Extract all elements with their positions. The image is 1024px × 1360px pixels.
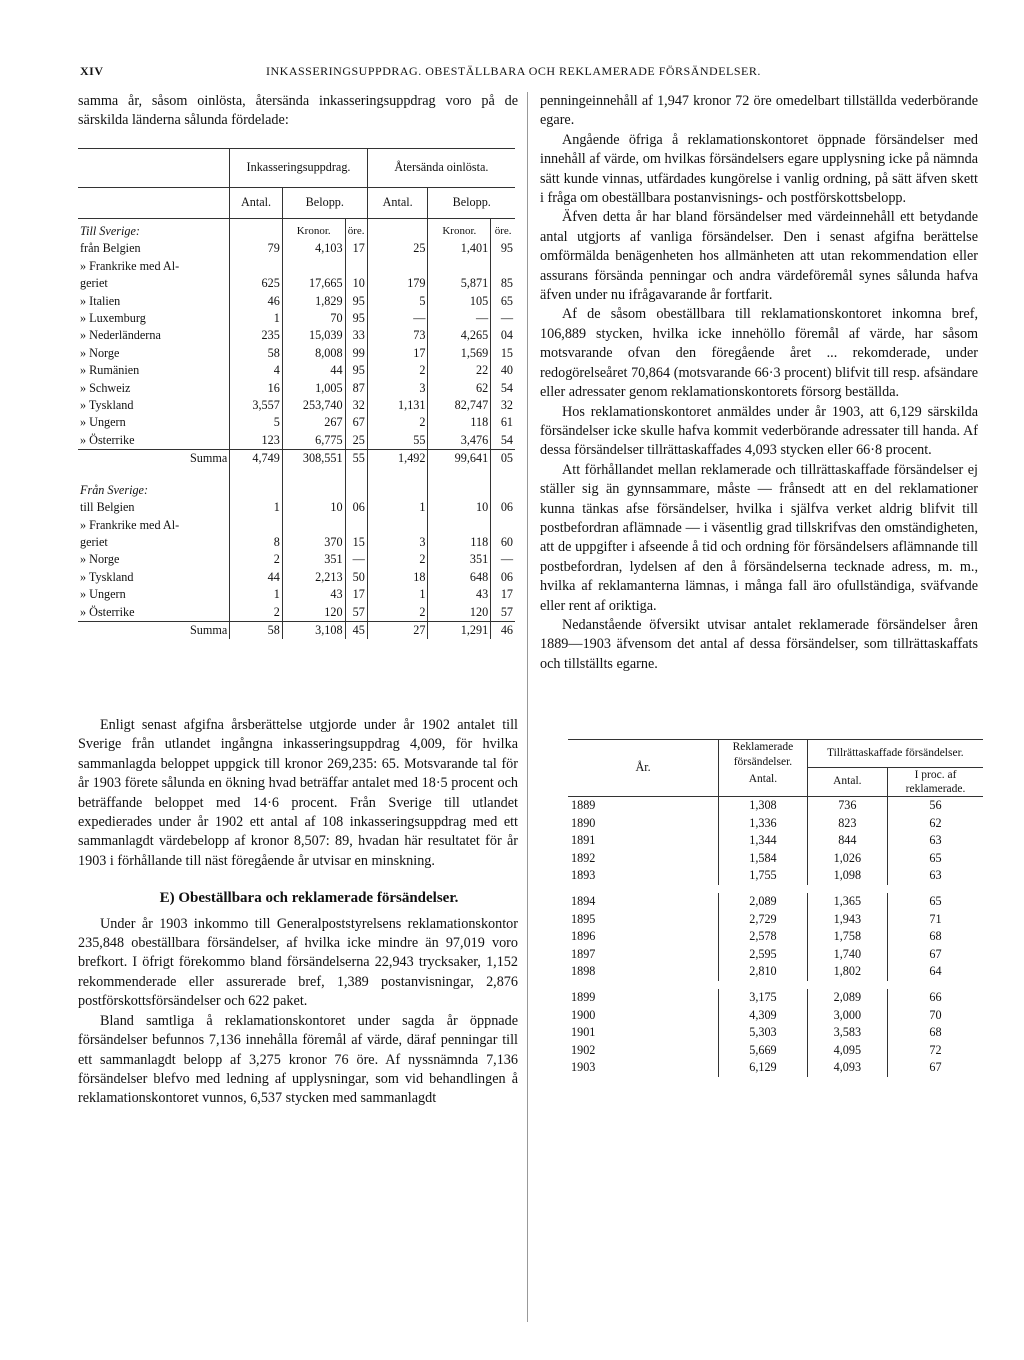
cell-reklamerade: 6,129 [719,1059,807,1077]
cell-c6 [491,517,515,534]
running-header [80,64,950,84]
row-label: » Tyskland [80,398,134,413]
row-label: geriet [80,534,108,549]
cell-c6: 54 [491,432,515,450]
table-row [78,551,515,568]
cell-reklamerade: 5,303 [719,1024,807,1042]
cell-c5: 4,265 [428,327,491,344]
cell-reklamerade: 2,729 [719,911,807,929]
cell-c6: 17 [491,586,515,603]
sum-row [78,450,515,468]
row-year: 1903 [571,1060,596,1075]
paragraph-afven: Äfven detta år har bland försändelser med värdeinnehåll ett betydande antal utgjorts af vanliga försändelser. Den i senast afgifna berättelse omförmälda benägenheten hos allmänheten att utan rekommendation eller assurans försända penningar och andra värdeföremål synes sålunda hafva äfven under nu ifrågavarande år fortfarit. [540,209,978,304]
paragraph-nedanstaende: Nedanstående öfversikt utvisar antalet reklamerade försändelser åren 1889—1903 äfvensom det antal af dessa försändelser, som tillrättaskaffats och tillställts egarne. [540,616,978,672]
table-row [568,911,983,929]
cell-proc: 65 [888,850,983,868]
cell-c1 [230,258,283,275]
cell-c6: 15 [491,345,515,362]
cell-c4: 2 [367,551,428,568]
cell-c6: 54 [491,380,515,397]
cell-c1: 58 [230,345,283,362]
cell-c4: 1 [367,499,428,516]
cell-antal: 1,740 [807,946,887,964]
row-label: » Norge [80,345,120,360]
table-row [568,1059,983,1077]
table-row [78,258,515,275]
cell-c2: 6,775 [282,432,345,450]
cell-c1: 1 [230,586,283,603]
cell-c3: 32 [345,397,367,414]
table-row [78,380,515,397]
cell-c2: 44 [282,362,345,379]
row-label: » Frankrike med Al- [80,517,180,532]
cell-c1: 58 [230,621,283,639]
cell-reklamerade: 2,089 [719,889,807,911]
cell-c5: 120 [428,604,491,622]
cell-c1: 1 [230,499,283,516]
cell-c6: 46 [491,621,515,639]
cell-c3 [345,517,367,534]
cell-reklamerade: 1,336 [719,815,807,833]
row-label: » Norge [80,552,120,567]
section-till-sverige-sum [78,450,515,468]
table-row [568,1024,983,1042]
table-row [568,889,983,911]
running-title: INKASSERINGSUPPDRAG. OBESTÄLLBARA OCH REKLAMERADE FÖRSÄNDELSER. [266,64,761,78]
cell-c4: 1 [367,586,428,603]
cell-c4: 2 [367,604,428,622]
section-fran-sverige: Från Sverige: [80,482,149,497]
collection-orders-table [78,148,515,639]
cell-c5: 105 [428,293,491,310]
row-label: från Belgien [80,241,141,256]
cell-c5 [428,258,491,275]
cell-c3: 17 [345,240,367,257]
cell-reklamerade: 2,578 [719,928,807,946]
cell-c1: 1 [230,310,283,327]
cell-c5: 648 [428,569,491,586]
table-row [568,946,983,964]
row-label: » Schweiz [80,380,131,395]
cell-c4: 18 [367,569,428,586]
cell-c5: 10 [428,499,491,516]
cell-c5: 1,401 [428,240,491,257]
cell-c4: 25 [367,240,428,257]
cell-c2: 17,665 [282,275,345,292]
cell-c1: 46 [230,293,283,310]
cell-reklamerade: 5,669 [719,1042,807,1060]
unit-ore-2: öre. [491,219,515,241]
cell-c6: 65 [491,293,515,310]
cell-c6: 61 [491,414,515,431]
table-row [568,797,983,815]
cell-proc: 71 [888,911,983,929]
cell-proc: 67 [888,946,983,964]
cell-c6 [491,258,515,275]
row-label: geriet [80,276,108,291]
header-reklamerade: Reklamerade försändelser. [719,740,807,771]
section-fran-sverige-rows [78,499,515,621]
table-row [78,534,515,551]
left-lower-text [78,716,518,1109]
cell-c3: 99 [345,345,367,362]
cell-c3: 95 [345,293,367,310]
row-year: 1890 [571,815,596,830]
cell-c3: 95 [345,310,367,327]
cell-c2 [282,258,345,275]
cell-c2: 8,008 [282,345,345,362]
cell-c3 [345,258,367,275]
cell-c4: — [367,310,428,327]
row-year: 1897 [571,946,596,961]
paragraph-under-ar: Under år 1903 inkommo till Generalpoststyrelsens reklamationskontor 235,848 obeställbara försändelser, af hvilka icke mindre än 97,019 voro brefkort. I öfrigt förekommo bland försändelserna 22,943 trycksaker, 1,152 rekommenderade eller assurerade bref, 1,389 postanvisningar, 2,876 postförskottsförsändelser och 622 paket. [78,915,518,1010]
table-row [78,499,515,516]
cell-c3: — [345,551,367,568]
cell-c3: 15 [345,534,367,551]
paragraph-angaende: Angående öfriga å reklamationskontoret öppnade försändelser med innehåll af värde, om hvilkas försändelsers egare upplysning icke på nämnda sätt kunde vinnas, utfärdades kungörelse i vanlig ordning, på sätt äfven skett i fråga om obeställbara postanvisnings- och postförskottsbelopp. [540,131,978,207]
cell-c5: 1,291 [428,621,491,639]
cell-c4: 1,131 [367,397,428,414]
table-row [568,1042,983,1060]
cell-c5: 3,476 [428,432,491,450]
cell-proc: 64 [888,963,983,985]
cell-antal: 844 [807,832,887,850]
cell-c1: 2 [230,551,283,568]
row-year: 1896 [571,929,596,944]
row-label: » Tyskland [80,569,134,584]
row-label: » Österrike [80,604,135,619]
cell-c4: 5 [367,293,428,310]
row-label: » Frankrike med Al- [80,258,180,273]
cell-antal: 2,089 [807,985,887,1007]
cell-c1: 44 [230,569,283,586]
paragraph-bland: Bland samtliga å reklamationskontoret under sagda år öppnade försändelser befunnos 7,136 innehålla föremål af värde, däraf penningar till ett sammanlagdt belopp af 3,275 kronor 76 öre. Af nyssnämnda 7,136 försändelser blefvo med ledning af upplysningar, som vid behandlingen å reklamationskontoret vunnos, 6,537 stycken med sammanlagdt [78,1012,518,1107]
cell-c6: 05 [491,450,515,468]
cell-c2: 43 [282,586,345,603]
cell-c5: — [428,310,491,327]
table-row [568,928,983,946]
cell-c3: 06 [345,499,367,516]
cell-c6: — [491,310,515,327]
cell-c4 [367,517,428,534]
table-row [78,397,515,414]
cell-c2: 2,213 [282,569,345,586]
table-row [568,815,983,833]
section-till-sverige: Till Sverige: [80,224,140,238]
cell-c1 [230,517,283,534]
cell-antal: 4,095 [807,1042,887,1060]
cell-reklamerade: 3,175 [719,985,807,1007]
section-till-sverige-rows [78,240,515,449]
cell-antal: 736 [807,797,887,815]
row-year: 1892 [571,850,596,865]
cell-c3: 33 [345,327,367,344]
cell-c4: 3 [367,534,428,551]
cell-c5: 43 [428,586,491,603]
cell-c5: 82,747 [428,397,491,414]
row-year: 1891 [571,833,596,848]
row-year: 1894 [571,893,596,908]
paragraph-hos: Hos reklamationskontoret anmäldes under år 1903, att 6,129 särskilda försändelser icke skulle hafva kommit vederbörande adressater till handa. Af dessa försändelser tillrättaskaffades 4,093 stycken eller 66·8 procent. [540,403,978,459]
cell-c6: 40 [491,362,515,379]
cell-c2: 10 [282,499,345,516]
cell-reklamerade: 1,584 [719,850,807,868]
cell-c2: 351 [282,551,345,568]
cell-c2: 4,103 [282,240,345,257]
cell-c3: 57 [345,604,367,622]
paragraph-penninge: penningeinnehåll af 1,947 kronor 72 öre omedelbart tillställda vederbörande egare. [540,93,978,129]
header-tillrattaskaffade: Tillrättaskaffade försändelser. [807,740,983,768]
cell-c2: 1,005 [282,380,345,397]
header-antal-rek: Antal. [719,770,807,796]
column-divider [527,92,528,1322]
cell-reklamerade: 1,755 [719,867,807,889]
cell-c1: 3,557 [230,397,283,414]
cell-proc: 68 [888,1024,983,1042]
cell-c5: 351 [428,551,491,568]
table-row [78,345,515,362]
cell-c1: 235 [230,327,283,344]
cell-c1: 4 [230,362,283,379]
cell-c6: 85 [491,275,515,292]
cell-c4: 2 [367,414,428,431]
cell-reklamerade: 1,308 [719,797,807,815]
cell-c1: 625 [230,275,283,292]
cell-antal: 3,583 [807,1024,887,1042]
cell-c2: 120 [282,604,345,622]
cell-reklamerade: 2,810 [719,963,807,985]
cell-c1: 4,749 [230,450,283,468]
cell-c3: 17 [345,586,367,603]
cell-antal: 1,026 [807,850,887,868]
cell-c1: 123 [230,432,283,450]
header-inkasseringsuppdrag: Inkasseringsuppdrag. [230,149,368,188]
row-year: 1898 [571,964,596,979]
cell-c2: 253,740 [282,397,345,414]
row-year: 1902 [571,1042,596,1057]
reclaimed-rows [568,797,983,1077]
table-row [78,240,515,257]
cell-proc: 63 [888,867,983,889]
cell-proc: 67 [888,1059,983,1077]
table-row [568,832,983,850]
row-label: till Belgien [80,500,135,515]
table-row [568,850,983,868]
cell-c4: 55 [367,432,428,450]
header-atersanda: Återsända oinlösta. [367,149,515,188]
cell-c2 [282,517,345,534]
table-row [78,414,515,431]
cell-c6: 95 [491,240,515,257]
cell-c3: 87 [345,380,367,397]
cell-c5 [428,517,491,534]
cell-c4: 2 [367,362,428,379]
header-antal-till: Antal. [807,768,887,797]
paragraph-enligt: Enligt senast afgifna årsberättelse utgjorde under år 1902 antalet till Sverige från utlandet ingångna inkasseringsuppdrag 4,009, för hvilka sammanlagda beloppet uppgick till kronor 269,235: 65. Motsvarande tal för år 1903 förete sålunda en ökning hvad beträffar antalet med 18·5 procent och beträffande beloppet med 14·6 procent. Från Sverige till utlandet expedierades under år 1902 ett antal af 108 inkasseringsuppdrag med ett sammanlagdt värdebelopp af kronor 8,507: 89, hvadan här resultatet för år 1903 i förhållande till näst föregående år utvisar en minskning. [78,717,518,869]
header-belopp-1: Belopp. [282,188,367,219]
paragraph-att: Att förhållandet mellan reklamerade och tillrättaskaffade försändelser ej ställer sig än gynnsammare, måste — frånsedt att en del reklamationer kunna tänkas afse försändelser, hvilka i själfva verket aldrig blifvit till postbefordran aflämnade — i väsentlig grad tillskrifvas den omständigheten, att de uppgifter i afseende å tid och ordning för försändelsers aflämnande till postbefordran, lydelsen af den å försändelserna tecknade adress, m. m., hvilka af reklamanterna lämnas, i många fall äro ofullständiga, sväfvande eller rent af oriktiga. [540,461,978,614]
row-year: 1901 [571,1025,596,1040]
unit-ore-1: öre. [345,219,367,241]
cell-c4: 3 [367,380,428,397]
unit-kronor-2: Kronor. [428,219,491,241]
paragraph-af-de: Af de såsom obeställbara till reklamationskontoret inkomna bref, 106,889 stycken, hvilka icke innehöllo föremål af värde, har såsom motsvarande ofvan den föregående året ... rekomderade, under redogörelseåret 70,864 (motsvarande 66·3 procent) blifvit till resp. afsändare eller adressater genom reklamationskontorets försorg beställda. [540,306,978,401]
row-year: 1889 [571,798,596,812]
row-label: » Österrike [80,432,135,447]
cell-c1: 5 [230,414,283,431]
table-row [568,963,983,985]
cell-proc: 62 [888,815,983,833]
table-row [78,604,515,622]
cell-c6: — [491,551,515,568]
cell-c4 [367,258,428,275]
cell-c2: 267 [282,414,345,431]
row-year: 1893 [571,868,596,883]
cell-c1: 2 [230,604,283,622]
cell-antal: 3,000 [807,1007,887,1025]
table-row [78,293,515,310]
table-row [568,1007,983,1025]
cell-c1: 8 [230,534,283,551]
row-year: 1900 [571,1007,596,1022]
row-year: 1895 [571,911,596,926]
cell-c6: 06 [491,499,515,516]
cell-antal: 1,943 [807,911,887,929]
cell-antal: 823 [807,815,887,833]
header-antal-2: Antal. [367,188,428,219]
cell-c2: 70 [282,310,345,327]
sum-row [78,621,515,639]
cell-c2: 370 [282,534,345,551]
cell-c5: 118 [428,534,491,551]
cell-c6: 06 [491,569,515,586]
unit-kronor-1: Kronor. [282,219,345,241]
cell-c5: 62 [428,380,491,397]
table-row [568,985,983,1007]
cell-reklamerade: 1,344 [719,832,807,850]
row-label: Summa [189,451,228,466]
table-row [78,362,515,379]
table-row [78,310,515,327]
cell-c4: 17 [367,345,428,362]
table-row [568,867,983,889]
header-antal-1: Antal. [230,188,283,219]
cell-proc: 65 [888,889,983,911]
cell-c3: 55 [345,450,367,468]
row-label: » Ungern [80,415,126,430]
row-label: Summa [189,622,228,637]
row-year: 1899 [571,989,596,1004]
cell-c3: 50 [345,569,367,586]
row-label: » Nederländerna [80,328,161,343]
cell-c3: 45 [345,621,367,639]
cell-antal: 1,802 [807,963,887,985]
cell-proc: 56 [888,797,983,815]
table-row [78,586,515,603]
cell-reklamerade: 2,595 [719,946,807,964]
intro-paragraph: samma år, såsom oinlösta, återsända inkasseringsuppdrag voro på de särskilda länderna sålunda fördelade: [78,93,518,129]
section-heading-e: E) Obeställbara och reklamerade försändelser. [159,890,459,907]
cell-c6: 32 [491,397,515,414]
cell-c3: 10 [345,275,367,292]
cell-c5: 118 [428,414,491,431]
row-label: » Rumänien [80,363,140,378]
row-label: » Italien [80,293,121,308]
cell-antal: 1,758 [807,928,887,946]
cell-c5: 5,871 [428,275,491,292]
page-number: XIV [80,64,104,78]
table-row [78,275,515,292]
cell-c4: 73 [367,327,428,344]
cell-proc: 66 [888,985,983,1007]
cell-c2: 308,551 [282,450,345,468]
cell-antal: 4,093 [807,1059,887,1077]
row-label: » Luxemburg [80,311,146,326]
cell-reklamerade: 4,309 [719,1007,807,1025]
cell-c1: 79 [230,240,283,257]
cell-proc: 63 [888,832,983,850]
cell-proc: 68 [888,928,983,946]
cell-c6: 60 [491,534,515,551]
table-row [78,432,515,450]
cell-antal: 1,098 [807,867,887,889]
cell-c4: 27 [367,621,428,639]
section-fran-sverige-sum [78,621,515,639]
header-proc: I proc. af reklamerade. [888,768,983,797]
cell-c4: 1,492 [367,450,428,468]
cell-c2: 3,108 [282,621,345,639]
cell-c3: 25 [345,432,367,450]
table-row [78,517,515,534]
cell-c5: 22 [428,362,491,379]
cell-c3: 67 [345,414,367,431]
cell-c1: 16 [230,380,283,397]
cell-c4: 179 [367,275,428,292]
cell-proc: 70 [888,1007,983,1025]
right-column [540,92,978,674]
table-row [78,327,515,344]
reclaimed-items-table [568,739,983,1077]
left-column [78,92,518,131]
cell-c6: 04 [491,327,515,344]
cell-c3: 95 [345,362,367,379]
row-label: » Ungern [80,587,126,602]
cell-c2: 15,039 [282,327,345,344]
cell-proc: 72 [888,1042,983,1060]
cell-c2: 1,829 [282,293,345,310]
header-year: År. [635,760,651,775]
cell-antal: 1,365 [807,889,887,911]
header-belopp-2: Belopp. [428,188,515,219]
cell-c5: 1,569 [428,345,491,362]
cell-c6: 57 [491,604,515,622]
table-row [78,569,515,586]
cell-c5: 99,641 [428,450,491,468]
